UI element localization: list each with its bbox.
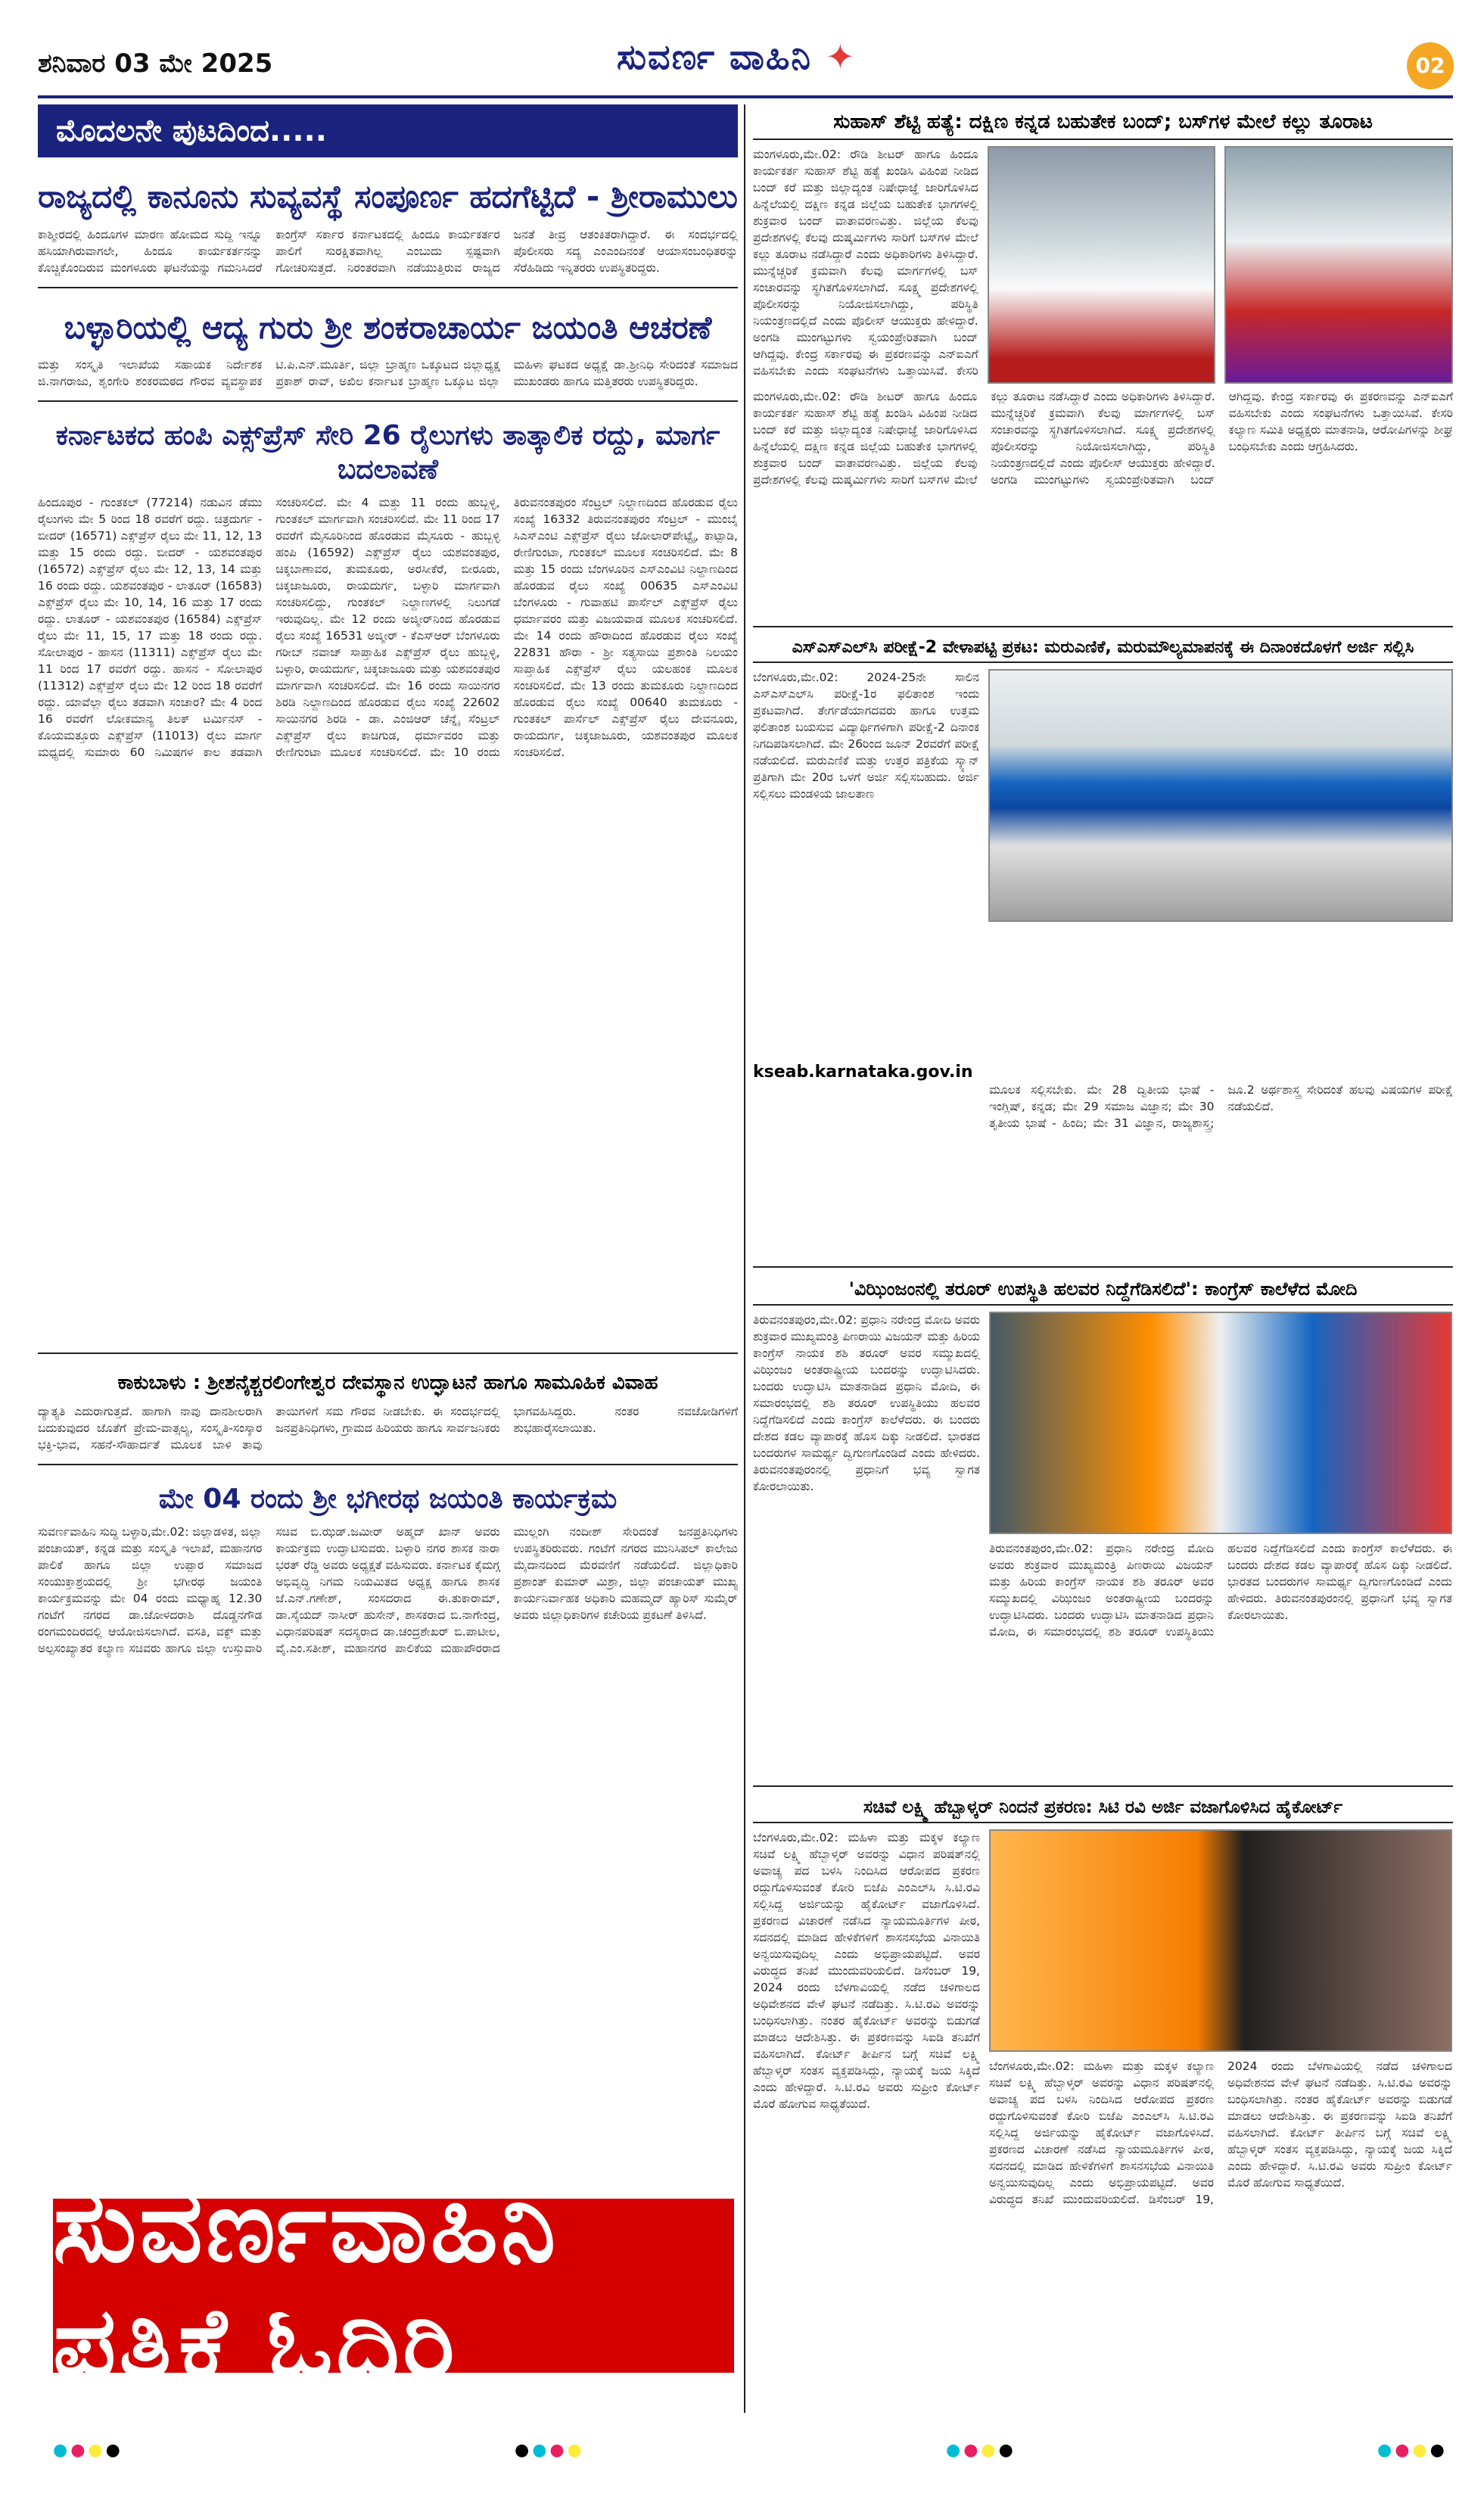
- article-title: ಎಸ್ಎಸ್ಎಲ್‌ಸಿ ಪರೀಕ್ಷೆ-2 ವೇಳಾಪಟ್ಟಿ ಪ್ರಕಟ: ಮರುಎಣಿಕೆ, ಮರುಮೌಲ್ಯಮಾಪನಕ್ಕೆ ಈ ದಿನಾಂಕದೊಳಗೆ ಅರ್ಜಿ ಸಲ್ಲಿಸಿ: [753, 638, 1453, 663]
- article-title: ಕರ್ನಾಟಕದ ಹಂಪಿ ಎಕ್ಸ್‌ಪ್ರೆಸ್ ಸೇರಿ 26 ರೈಲುಗಳು ತಾತ್ಕಾಲಿಕ ರದ್ದು, ಮಾರ್ಗ ಬದಲಾವಣೆ: [55, 420, 720, 485]
- article-title: ಕಾಕುಬಾಳು : ಶ್ರೀಶನೈಶ್ಚರಲಿಂಗೇಶ್ವರ ದೇವಸ್ಥಾನ ಉದ್ಘಾಟನೆ ಹಾಗೂ ಸಾಮೂಹಿಕ ವಿವಾಹ: [117, 1371, 658, 1394]
- photo-row: [753, 1312, 1453, 1775]
- photo-row: [753, 1829, 1453, 2512]
- article-body: ತಿರುವನಂತಪುರಂ,ಮೇ.02: ಪ್ರಧಾನಿ ನರೇಂದ್ರ ಮೋದಿ ಅವರು ಶುಕ್ರವಾರ ಮುಖ್ಯಮಂತ್ರಿ ಪಿಣರಾಯಿ ವಿಜಯನ್ ಮತ್ತು ಹಿರಿಯ ಕಾಂಗ್ರೆಸ್ ನಾಯಕ ಶಶಿ ತರೂರ್ ಅವರ ಸಮ್ಮುಖದಲ್ಲಿ ವಿಝಿಂಜಂ ಅಂತರಾಷ್ಟ್ರೀಯ ಬಂದರನ್ನು ಉದ್ಘಾಟಿಸಿದರು. ಬಂದರು ಉದ್ಘಾಟಿಸಿ ಮಾತನಾಡಿದ ಪ್ರಧಾನಿ ಮೋದಿ, ಈ ಸಮಾರಂಭದಲ್ಲಿ ಶಶಿ ತರೂರ್ ಉಪಸ್ಥಿತಿಯು ಹಲವರ ನಿದ್ದೆಗೆಡಿಸಲಿದೆ ಎಂದು ಕಾಂಗ್ರೆಸ್ ಕಾಲೆಳೆದರು. ಈ ಬಂದರು ದೇಶದ ಕಡಲ ವ್ಯಾಪಾರಕ್ಕೆ ಹೊಸ ದಿಕ್ಕು ನೀಡಲಿದೆ. ಭಾರತದ ಬಂದರುಗಳ ಸಾಮರ್ಥ್ಯ ದ್ವಿಗುಣಗೊಂಡಿದೆ ಎಂದು ಹೇಳಿದರು. ತಿರುವನಂತಪುರಂನಲ್ಲಿ ಪ್ರಧಾನಿಗೆ ಭವ್ಯ ಸ್ವಾಗತ ಕೋರಲಾಯಿತು.: [753, 1313, 980, 1493]
- photo-block: [989, 1312, 1452, 1775]
- photo-block: [989, 1829, 1452, 2512]
- article-title: ಬಳ್ಳಾರಿಯಲ್ಲಿ ಆದ್ಯ ಗುರು ಶ್ರೀ ಶಂಕರಾಚಾರ್ಯ ಜಯಂತಿ ಆಚರಣೆ: [64, 308, 712, 346]
- article-title: ರಾಜ್ಯದಲ್ಲಿ ಕಾನೂನು ಸುವ್ಯವಸ್ಥೆ ಸಂಪೂರ್ಣ ಹದಗೆಟ್ಟಿದೆ - ಶ್ರೀರಾಮುಲು: [38, 178, 738, 215]
- registration-marks: ●●●●: [1377, 2441, 1448, 2460]
- star-burst-icon: ✦: [826, 36, 857, 77]
- bus-photo: [988, 146, 1216, 384]
- column-divider: [744, 104, 745, 2413]
- article-body: ಬೆಂಗಳೂರು,ಮೇ.02: ಮಹಿಳಾ ಮತ್ತು ಮಕ್ಕಳ ಕಲ್ಯಾಣ ಸಚಿವೆ ಲಕ್ಷ್ಮಿ ಹೆಬ್ಬಾಳ್ಕರ್ ಅವರನ್ನು ವಿಧಾನ ಪರಿಷತ್‌ನಲ್ಲಿ ಅವಾಚ್ಯ ಪದ ಬಳಸಿ ನಿಂದಿಸಿದ ಆರೋಪದ ಪ್ರಕರಣ ರದ್ದುಗೊಳಿಸುವಂತೆ ಕೋರಿ ಬಿಜೆಪಿ ಎಂಎಲ್‌ಸಿ ಸಿ.ಟಿ.ರವಿ ಸಲ್ಲಿಸಿದ್ದ ಅರ್ಜಿಯನ್ನು ಹೈಕೋರ್ಟ್ ವಜಾಗೊಳಿಸಿದೆ. ಪ್ರಕರಣದ ವಿಚಾರಣೆ ನಡೆಸಿದ ನ್ಯಾಯಮೂರ್ತಿಗಳ ಪೀಠ, ಸದನದಲ್ಲಿ ಮಾಡಿದ ಹೇಳಿಕೆಗಳಿಗೆ ಶಾಸನಸಭೆಯ ವಿನಾಯಿತಿ ಅನ್ವಯಿಸುವುದಿಲ್ಲ ಎಂದು ಅಭಿಪ್ರಾಯಪಟ್ಟಿದೆ. ಅವರ ವಿರುದ್ಧದ ತನಿಖೆ ಮುಂದುವರಿಯಲಿದೆ. ಡಿಸೆಂಬರ್ 19, 2024 ರಂದು ಬೆಳಗಾವಿಯಲ್ಲಿ ನಡೆದ ಚಳಿಗಾಲದ ಅಧಿವೇಶನದ ವೇಳೆ ಘಟನೆ ನಡೆದಿತ್ತು. ಸಿ.ಟಿ.ರವಿ ಅವರನ್ನು ಬಂಧಿಸಲಾಗಿತ್ತು. ನಂತರ ಹೈಕೋರ್ಟ್ ಅವರನ್ನು ಬಿಡುಗಡೆ ಮಾಡಲು ಆದೇಶಿಸಿತ್ತು. ಈ ಪ್ರಕರಣವನ್ನು ಸಿಐಡಿ ತನಿಖೆಗೆ ವಹಿಸಲಾಗಿದೆ. ಕೋರ್ಟ್ ತೀರ್ಪಿನ ಬಗ್ಗೆ ಸಚಿವೆ ಲಕ್ಷ್ಮಿ ಹೆಬ್ಬಾಳ್ಕರ್ ಸಂತಸ ವ್ಯಕ್ತಪಡಿಸಿದ್ದು, ನ್ಯಾಯಕ್ಕೆ ಜಯ ಸಿಕ್ಕಿದೆ ಎಂದು ಹೇಳಿದ್ದಾರೆ. ಸಿ.ಟಿ.ರವಿ ಅವರು ಸುಪ್ರೀಂ ಕೋರ್ಟ್ ಮೊರೆ ಹೋಗುವ ಸಾಧ್ಯತೆಯಿದೆ.: [989, 2059, 1452, 2206]
- right-column: [753, 104, 1453, 2512]
- article-body: ತಿರುವನಂತಪುರಂ,ಮೇ.02: ಪ್ರಧಾನಿ ನರೇಂದ್ರ ಮೋದಿ ಅವರು ಶುಕ್ರವಾರ ಮುಖ್ಯಮಂತ್ರಿ ಪಿಣರಾಯಿ ವಿಜಯನ್ ಮತ್ತು ಹಿರಿಯ ಕಾಂಗ್ರೆಸ್ ನಾಯಕ ಶಶಿ ತರೂರ್ ಅವರ ಸಮ್ಮುಖದಲ್ಲಿ ವಿಝಿಂಜಂ ಅಂತರಾಷ್ಟ್ರೀಯ ಬಂದರನ್ನು ಉದ್ಘಾಟಿಸಿದರು. ಬಂದರು ಉದ್ಘಾಟಿಸಿ ಮಾತನಾಡಿದ ಪ್ರಧಾನಿ ಮೋದಿ, ಈ ಸಮಾರಂಭದಲ್ಲಿ ಶಶಿ ತರೂರ್ ಉಪಸ್ಥಿತಿಯು ಹಲವರ ನಿದ್ದೆಗೆಡಿಸಲಿದೆ ಎಂದು ಕಾಂಗ್ರೆಸ್ ಕಾಲೆಳೆದರು. ಈ ಬಂದರು ದೇಶದ ಕಡಲ ವ್ಯಾಪಾರಕ್ಕೆ ಹೊಸ ದಿಕ್ಕು ನೀಡಲಿದೆ. ಭಾರತದ ಬಂದರುಗಳ ಸಾಮರ್ಥ್ಯ ದ್ವಿಗುಣಗೊಂಡಿದೆ ಎಂದು ಹೇಳಿದರು. ತಿರುವನಂತಪುರಂನಲ್ಲಿ ಪ್ರಧಾನಿಗೆ ಭವ್ಯ ಸ್ವಾಗತ ಕೋರಲಾಯಿತು.: [989, 1542, 1452, 1639]
- separator: [38, 1352, 738, 1354]
- page-number: 02: [1407, 42, 1454, 89]
- article-lede: ಮಂಗಳೂರು,ಮೇ.02: ರೌಡಿ ಶೀಟರ್ ಹಾಗೂ ಹಿಂದೂ ಕಾರ್ಯಕರ್ತ ಸುಹಾಸ್ ಶೆಟ್ಟಿ ಹತ್ಯೆ ಖಂಡಿಸಿ ವಿಹಿಂಪ ನೀಡಿದ ಬಂದ್ ಕರೆ ಮತ್ತು ಜಿಲ್ಲಾದ್ಯಂತ ನಿಷೇಧಾಜ್ಞೆ ಜಾರಿಗೊಳಿಸಿದ ಹಿನ್ನೆಲೆಯಲ್ಲಿ ದಕ್ಷಿಣ ಕನ್ನಡ ಜಿಲ್ಲೆಯ ಬಹುತೇಕ ಭಾಗಗಳಲ್ಲಿ ಶುಕ್ರವಾರ ಬಂದ್ ವಾತಾವರಣವಿತ್ತು. ಜಿಲ್ಲೆಯ ಕೆಲವು ಪ್ರದೇಶಗಳಲ್ಲಿ ಕೆಲವು ದುಷ್ಕರ್ಮಿಗಳು ಸಾರಿಗೆ ಬಸ್‌ಗಳ ಮೇಲೆ ಕಲ್ಲು ತೂರಾಟ ನಡೆಸಿದ್ದಾರೆ ಎಂದು ಅಧಿಕಾರಿಗಳು ತಿಳಿಸಿದ್ದಾರೆ. ಮುನ್ನೆಚ್ಚರಿಕೆ ಕ್ರಮವಾಗಿ ಕೆಲವು ಮಾರ್ಗಗಳಲ್ಲಿ ಬಸ್ ಸಂಚಾರವನ್ನು ಸ್ಥಗಿತಗೊಳಿಸಲಾಗಿದೆ. ಸೂಕ್ಷ್ಮ ಪ್ರದೇಶಗಳಲ್ಲಿ ಪೊಲೀಸರನ್ನು ನಿಯೋಜಿಸಲಾಗಿದ್ದು, ಪರಿಸ್ಥಿತಿ ನಿಯಂತ್ರಣದಲ್ಲಿದೆ ಎಂದು ಪೊಲೀಸ್ ಆಯುಕ್ತರು ಹೇಳಿದ್ದಾರೆ. ಅಂಗಡಿ ಮುಂಗಟ್ಟುಗಳು ಸ್ವಯಂಪ್ರೇರಿತವಾಗಿ ಬಂದ್ ಆಗಿದ್ದವು. ಕೇಂದ್ರ ಸರ್ಕಾರವು ಈ ಪ್ರಕರಣವನ್ನು ಎನ್‌ಐಎಗೆ ವಹಿಸಬೇಕು ಎಂದು ಸಂಘಟನೆಗಳು ಒತ್ತಾಯಿಸಿವೆ. ಕೇಸರಿ: [753, 148, 978, 378]
- article-body: ಮತ್ತು ಸಂಸ್ಕೃತಿ ಇಲಾಖೆಯ ಸಹಾಯಕ ನಿರ್ದೇಶಕ ಜಿ.ನಾಗರಾಜು, ಶೃಂಗೇರಿ ಶಂಕರಮಠದ ಗೌರವ ವ್ಯವಸ್ಥಾಪಕ ಟಿ.ಪಿ.ಎನ್.ಮೂರ್ತಿ, ಜಿಲ್ಲಾ ಬ್ರಾಹ್ಮಣ ಒಕ್ಕೂಟದ ಜಿಲ್ಲಾಧ್ಯಕ್ಷ ಪ್ರಕಾಶ್ ರಾವ್, ಅಖಿಲ ಕರ್ನಾಟಕ ಬ್ರಾಹ್ಮಣ ಒಕ್ಕೂಟ ಜಿಲ್ಲಾ ಮಹಿಳಾ ಘಟಕದ ಅಧ್ಯಕ್ಷೆ ಡಾ.ಶ್ರೀನಿಧಿ ಸೇರಿದಂತೆ ಸಮಾಜದ ಮುಖಂಡರು ಹಾಗೂ ಮತ್ತಿತರರು ಉಪಸ್ಥಿತರಿದ್ದರು.: [38, 358, 738, 388]
- article-body: ಮೂಲಕ ಸಲ್ಲಿಸಬೇಕು. ಮೇ 28 ದ್ವಿತೀಯ ಭಾಷೆ - ಇಂಗ್ಲಿಷ್, ಕನ್ನಡ; ಮೇ 29 ಸಮಾಜ ವಿಜ್ಞಾನ; ಮೇ 30 ತೃತೀಯ ಭಾಷೆ - ಹಿಂದಿ; ಮೇ 31 ವಿಜ್ಞಾನ, ರಾಜ್ಯಶಾಸ್ತ್ರ; ಜೂ.2 ಅರ್ಥಶಾಸ್ತ್ರ ಸೇರಿದಂತೆ ಹಲವು ವಿಷಯಗಳ ಪರೀಕ್ಷೆ ನಡೆಯಲಿದೆ.: [989, 1083, 1453, 1130]
- section-banner: ಮೊದಲನೇ ಪುಟದಿಂದ.....: [38, 104, 738, 157]
- article-text: [753, 669, 979, 1082]
- article-title: 'ವಿಝಿಂಜಂನಲ್ಲಿ ತರೂರ್ ಉಪಸ್ಥಿತಿ ಹಲವರ ನಿದ್ದೆಗೆಡಿಸಲಿದೆ': ಕಾಂಗ್ರೆಸ್ ಕಾಲೆಳೆದ ಮೋದಿ: [753, 1278, 1453, 1306]
- separator: [38, 1464, 738, 1465]
- article-body: ಬೆಂಗಳೂರು,ಮೇ.02: ಮಹಿಳಾ ಮತ್ತು ಮಕ್ಕಳ ಕಲ್ಯಾಣ ಸಚಿವೆ ಲಕ್ಷ್ಮಿ ಹೆಬ್ಬಾಳ್ಕರ್ ಅವರನ್ನು ವಿಧಾನ ಪರಿಷತ್‌ನಲ್ಲಿ ಅವಾಚ್ಯ ಪದ ಬಳಸಿ ನಿಂದಿಸಿದ ಆರೋಪದ ಪ್ರಕರಣ ರದ್ದುಗೊಳಿಸುವಂತೆ ಕೋರಿ ಬಿಜೆಪಿ ಎಂಎಲ್‌ಸಿ ಸಿ.ಟಿ.ರವಿ ಸಲ್ಲಿಸಿದ್ದ ಅರ್ಜಿಯನ್ನು ಹೈಕೋರ್ಟ್ ವಜಾಗೊಳಿಸಿದೆ. ಪ್ರಕರಣದ ವಿಚಾರಣೆ ನಡೆಸಿದ ನ್ಯಾಯಮೂರ್ತಿಗಳ ಪೀಠ, ಸದನದಲ್ಲಿ ಮಾಡಿದ ಹೇಳಿಕೆಗಳಿಗೆ ಶಾಸನಸಭೆಯ ವಿನಾಯಿತಿ ಅನ್ವಯಿಸುವುದಿಲ್ಲ ಎಂದು ಅಭಿಪ್ರಾಯಪಟ್ಟಿದೆ. ಅವರ ವಿರುದ್ಧದ ತನಿಖೆ ಮುಂದುವರಿಯಲಿದೆ. ಡಿಸೆಂಬರ್ 19, 2024 ರಂದು ಬೆಳಗಾವಿಯಲ್ಲಿ ನಡೆದ ಚಳಿಗಾಲದ ಅಧಿವೇಶನದ ವೇಳೆ ಘಟನೆ ನಡೆದಿತ್ತು. ಸಿ.ಟಿ.ರವಿ ಅವರನ್ನು ಬಂಧಿಸಲಾಗಿತ್ತು. ನಂತರ ಹೈಕೋರ್ಟ್ ಅವರನ್ನು ಬಿಡುಗಡೆ ಮಾಡಲು ಆದೇಶಿಸಿತ್ತು. ಈ ಪ್ರಕರಣವನ್ನು ಸಿಐಡಿ ತನಿಖೆಗೆ ವಹಿಸಲಾಗಿದೆ. ಕೋರ್ಟ್ ತೀರ್ಪಿನ ಬಗ್ಗೆ ಸಚಿವೆ ಲಕ್ಷ್ಮಿ ಹೆಬ್ಬಾಳ್ಕರ್ ಸಂತಸ ವ್ಯಕ್ತಪಡಿಸಿದ್ದು, ನ್ಯಾಯಕ್ಕೆ ಜಯ ಸಿಕ್ಕಿದೆ ಎಂದು ಹೇಳಿದ್ದಾರೆ. ಸಿ.ಟಿ.ರವಿ ಅವರು ಸುಪ್ರೀಂ ಕೋರ್ಟ್ ಮೊರೆ ಹೋಗುವ ಸಾಧ್ಯತೆಯಿದೆ.: [753, 1831, 980, 2111]
- article-body: ದ್ಯಾತ್ಯತಿ ಎದುರಾಗುತ್ತದೆ. ಹಾಗಾಗಿ ನಾವು ದಾನಶೀಲರಾಗಿ ಬದುಕುವುದರ ಜೊತೆಗೆ ಪ್ರೇಮ-ವಾತ್ಸಲ್ಯ, ಸಂಸ್ಕೃತಿ-ಸಂಸ್ಕಾರ ಭಕ್ತಿ-ಭಾವ, ಸಹನೆ-ಸೌಹಾರ್ದತೆ ಮೂಲಕ ಬಾಳಿ ತಾವು ತಾಯಿಗಳಿಗೆ ಸಮ ಗೌರವ ನೀಡಬೇಕು. ಈ ಸಂದರ್ಭದಲ್ಲಿ ಜನಪ್ರತಿನಿಧಿಗಳು, ಗ್ರಾಮದ ಹಿರಿಯರು ಹಾಗೂ ಸಾರ್ವಜನಿಕರು ಭಾಗವಹಿಸಿದ್ದರು. ನಂತರ ನವಜೋಡಿಗಳಿಗೆ ಶುಭಹಾರೈಸಲಾಯಿತು.: [38, 1404, 738, 1452]
- article-title: ಸುಹಾಸ್ ಶೆಟ್ಟಿ ಹತ್ಯೆ: ದಕ್ಷಿಣ ಕನ್ನಡ ಬಹುತೇಕ ಬಂದ್; ಬಸ್‌ಗಳ ಮೇಲೆ ಕಲ್ಲು ತೂರಾಟ: [753, 111, 1453, 140]
- left-column: [38, 104, 738, 1887]
- registration-marks: ●●●●: [53, 2441, 123, 2460]
- photo-row: [753, 146, 1453, 384]
- separator: [753, 1785, 1453, 1787]
- article-body: ಕಾಶ್ಮೀರದಲ್ಲಿ ಹಿಂದೂಗಳ ಮಾರಣ ಹೋಮದ ಸುದ್ದಿ ಇನ್ನೂ ಹಸಿಯಾಗಿರುವಾಗಲೇ, ಹಿಂದೂ ಕಾರ್ಯಕರ್ತನನ್ನು ಕೊಚ್ಚಿಕೊಂದಿರುವ ಮಂಗಳೂರು ಘಟನೆಯನ್ನು ಗಮನಿಸಿದರೆ ಕಾಂಗ್ರೆಸ್ ಸರ್ಕಾರ ಕರ್ನಾಟಕದಲ್ಲಿ ಹಿಂದೂ ಕಾರ್ಯಕರ್ತರ ಪಾಲಿಗೆ ಸುರಕ್ಷಿತವಾಗಿಲ್ಲ ಎಂಬುದು ಸ್ಪಷ್ಟವಾಗಿ ಗೋಚರಿಸುತ್ತದೆ. ನಿರಂತರವಾಗಿ ನಡೆಯುತ್ತಿರುವ ರಾಜ್ಯದ ಜನತೆ ತೀವ್ರ ಆತಂಕಿತರಾಗಿದ್ದಾರೆ. ಈ ಸಂದರ್ಭದಲ್ಲಿ ಪೊಲೀಸರು ಸದ್ಯ ಎಂಎಂದಿನಂತೆ ಆಯಾಸಂಬಂಧಿತರನ್ನು ಸೆರೆಹಿಡಿದು ಇನ್ನಿತರರು ಉಪಸ್ಥಿತರಿದ್ದರು.: [38, 227, 738, 275]
- photo-row: [753, 669, 1453, 1082]
- header-rule: [38, 95, 1453, 98]
- modi-event-photo: [989, 1312, 1452, 1534]
- promo-banner: ಸುವರ್ಣವಾಹಿನಿ ಪತ್ರಿಕೆ ಓದಿರಿ: [53, 2199, 734, 2373]
- article-body: ಮಂಗಳೂರು,ಮೇ.02: ರೌಡಿ ಶೀಟರ್ ಹಾಗೂ ಹಿಂದೂ ಕಾರ್ಯಕರ್ತ ಸುಹಾಸ್ ಶೆಟ್ಟಿ ಹತ್ಯೆ ಖಂಡಿಸಿ ವಿಹಿಂಪ ನೀಡಿದ ಬಂದ್ ಕರೆ ಮತ್ತು ಜಿಲ್ಲಾದ್ಯಂತ ನಿಷೇಧಾಜ್ಞೆ ಜಾರಿಗೊಳಿಸಿದ ಹಿನ್ನೆಲೆಯಲ್ಲಿ ದಕ್ಷಿಣ ಕನ್ನಡ ಜಿಲ್ಲೆಯ ಬಹುತೇಕ ಭಾಗಗಳಲ್ಲಿ ಶುಕ್ರವಾರ ಬಂದ್ ವಾತಾವರಣವಿತ್ತು. ಜಿಲ್ಲೆಯ ಕೆಲವು ಪ್ರದೇಶಗಳಲ್ಲಿ ಕೆಲವು ದುಷ್ಕರ್ಮಿಗಳು ಸಾರಿಗೆ ಬಸ್‌ಗಳ ಮೇಲೆ ಕಲ್ಲು ತೂರಾಟ ನಡೆಸಿದ್ದಾರೆ ಎಂದು ಅಧಿಕಾರಿಗಳು ತಿಳಿಸಿದ್ದಾರೆ. ಮುನ್ನೆಚ್ಚರಿಕೆ ಕ್ರಮವಾಗಿ ಕೆಲವು ಮಾರ್ಗಗಳಲ್ಲಿ ಬಸ್ ಸಂಚಾರವನ್ನು ಸ್ಥಗಿತಗೊಳಿಸಲಾಗಿದೆ. ಸೂಕ್ಷ್ಮ ಪ್ರದೇಶಗಳಲ್ಲಿ ಪೊಲೀಸರನ್ನು ನಿಯೋಜಿಸಲಾಗಿದ್ದು, ಪರಿಸ್ಥಿತಿ ನಿಯಂತ್ರಣದಲ್ಲಿದೆ ಎಂದು ಪೊಲೀಸ್ ಆಯುಕ್ತರು ಹೇಳಿದ್ದಾರೆ. ಅಂಗಡಿ ಮುಂಗಟ್ಟುಗಳು ಸ್ವಯಂಪ್ರೇರಿತವಾಗಿ ಬಂದ್ ಆಗಿದ್ದವು. ಕೇಂದ್ರ ಸರ್ಕಾರವು ಈ ಪ್ರಕರಣವನ್ನು ಎನ್‌ಐಎಗೆ ವಹಿಸಬೇಕು ಎಂದು ಸಂಘಟನೆಗಳು ಒತ್ತಾಯಿಸಿವೆ. ಕೇಸರಿ ಕಲ್ಯಾಣ ಸಮಿತಿ ಅಧ್ಯಕ್ಷರು ಮಾತನಾಡಿ, ಆರೋಪಿಗಳನ್ನು ಶೀಘ್ರ ಬಂಧಿಸಬೇಕು ಎಂದು ಆಗ್ರಹಿಸಿದರು.: [753, 390, 1453, 487]
- separator: [38, 287, 738, 288]
- article-body: ಬೆಂಗಳೂರು,ಮೇ.02: 2024-25ನೇ ಸಾಲಿನ ಎಸ್ಎಸ್ಎಲ್‌ಸಿ ಪರೀಕ್ಷೆ-1ರ ಫಲಿತಾಂಶ ಇಂದು ಪ್ರಕಟವಾಗಿದೆ. ತೇರ್ಗಡೆಯಾಗದವರು ಹಾಗೂ ಉತ್ತಮ ಫಲಿತಾಂಶ ಬಯಸುವ ವಿದ್ಯಾರ್ಥಿಗಳಿಗಾಗಿ ಪರೀಕ್ಷೆ-2 ದಿನಾಂಕ ನಿಗದಿಪಡಿಸಲಾಗಿದೆ. ಮೇ 26ರಿಂದ ಜೂನ್ 2ರವರೆಗೆ ಪರೀಕ್ಷೆ ನಡೆಯಲಿದೆ. ಮರುಎಣಿಕೆ ಮತ್ತು ಉತ್ತರ ಪತ್ರಿಕೆಯ ಸ್ಕ್ಯಾನ್ ಪ್ರತಿಗಾಗಿ ಮೇ 20ರ ಒಳಗೆ ಅರ್ಜಿ ಸಲ್ಲಿಸಬಹುದು. ಅರ್ಜಿ ಸಲ್ಲಿಸಲು ಮಂಡಳಿಯ ಜಾಲತಾಣ: [753, 671, 980, 801]
- separator: [753, 626, 1453, 627]
- ministers-photo: [989, 1829, 1452, 2052]
- separator: [38, 400, 738, 402]
- registration-marks: ●●●●: [515, 2441, 585, 2460]
- article-title: ಮೇ 04 ರಂದು ಶ್ರೀ ಭಗೀರಥ ಜಯಂತಿ ಕಾರ್ಯಕ್ರಮ: [158, 1483, 618, 1514]
- registration-marks: ●●●●: [946, 2441, 1016, 2460]
- masthead-title: ಸುವರ್ಣ ವಾಹಿನಿ: [617, 36, 812, 77]
- website-link[interactable]: kseab.karnataka.gov.in: [753, 1063, 973, 1082]
- article-body: ಹಿಂದೂಪುರ - ಗುಂತಕಲ್ (77214) ನಡುವಿನ ಡೆಮು ರೈಲುಗಳು ಮೇ 5 ರಿಂದ 18 ರವರೆಗೆ ರದ್ದು. ಚಿತ್ರದುರ್ಗ - ಬೀದರ್ (16571) ಎಕ್ಸ್‌ಪ್ರೆಸ್ ರೈಲು ಮೇ 11, 12, 13 ಮತ್ತು 15 ರಂದು ರದ್ದು. ಬೀದರ್ - ಯಶವಂತಪುರ (16572) ಎಕ್ಸ್‌ಪ್ರೆಸ್ ರೈಲು ಮೇ 12, 13, 14 ಮತ್ತು 16 ರಂದು ರದ್ದು. ಯಶವಂತಪುರ - ಲಾತೂರ್ (16583) ಎಕ್ಸ್‌ಪ್ರೆಸ್ ರೈಲು ಮೇ 10, 14, 16 ಮತ್ತು 17 ರಂದು ರದ್ದು. ಲಾತೂರ್ - ಯಶವಂತಪುರ (16584) ಎಕ್ಸ್‌ಪ್ರೆಸ್ ರೈಲು ಮೇ 11, 15, 17 ಮತ್ತು 18 ರಂದು ರದ್ದು. ಸೋಲಾಪುರ - ಹಾಸನ (11311) ಎಕ್ಸ್‌ಪ್ರೆಸ್ ರೈಲು ಮೇ 11 ರಿಂದ 17 ರವರೆಗೆ ರದ್ದು. ಹಾಸನ - ಸೋಲಾಪುರ (11312) ಎಕ್ಸ್‌ಪ್ರೆಸ್ ರೈಲು ಮೇ 12 ರಿಂದ 18 ರವರೆಗೆ ರದ್ದು. ಯಾವೆಲ್ಲಾ ರೈಲು ತಡವಾಗಿ ಸಂಚಾರ? ಮೇ 4 ರಿಂದ 16 ರವರೆಗೆ ಲೋಕಮಾನ್ಯ ತಿಲಕ್ ಟರ್ಮಿನಸ್ - ಕೊಯಮತ್ತೂರು ಎಕ್ಸ್‌ಪ್ರೆಸ್ (11013) ರೈಲು ಮಾರ್ಗ ಮಧ್ಯದಲ್ಲಿ ಸುಮಾರು 60 ನಿಮಿಷಗಳ ಕಾಲ ತಡವಾಗಿ ಸಂಚರಿಸಲಿದೆ. ಮೇ 4 ಮತ್ತು 11 ರಂದು ಹುಬ್ಬಳ್ಳಿ, ಗುಂತಕಲ್ ಮಾರ್ಗವಾಗಿ ಸಂಚರಿಸಲಿದೆ. ಮೇ 11 ರಿಂದ 17 ರವರೆಗೆ ಮೈಸೂರಿನಿಂದ ಹೊರಡುವ ಮೈಸೂರು - ಹುಬ್ಬಳ್ಳಿ ಹಂಪಿ (16592) ಎಕ್ಸ್‌ಪ್ರೆಸ್ ರೈಲು ಯಶವಂತಪುರ, ಚಿಕ್ಕಬಾಣಾವರ, ತುಮಕೂರು, ಅರಸೀಕೆರೆ, ಬೀರೂರು, ಚಿಕ್ಕಜಾಜೂರು, ರಾಯದುರ್ಗ, ಬಳ್ಳಾರಿ ಮಾರ್ಗವಾಗಿ ಸಂಚರಿಸಲಿದ್ದು, ಗುಂತಕಲ್ ನಿಲ್ದಾಣಗಳಲ್ಲಿ ನಿಲುಗಡೆ ಇರುವುದಿಲ್ಲ. ಮೇ 12 ರಂದು ಅಜ್ಮೀರ್‌ನಿಂದ ಹೊರಡುವ ರೈಲು ಸಂಖ್ಯೆ 16531 ಅಜ್ಮೀರ್ - ಕೆಎಸ್‌ಆರ್ ಬೆಂಗಳೂರು ಗರೀಬ್ ನವಾಜ್ ಸಾಪ್ತಾಹಿಕ ಎಕ್ಸ್‌ಪ್ರೆಸ್ ರೈಲು ಹುಬ್ಬಳ್ಳಿ, ಬಳ್ಳಾರಿ, ರಾಯದುರ್ಗ, ಚಿಕ್ಕಜಾಜೂರು ಮತ್ತು ಯಶವಂತಪುರ ಮಾರ್ಗವಾಗಿ ಸಂಚರಿಸಲಿದೆ. ಮೇ 16 ರಂದು ಸಾಯಿನಗರ ಶಿರಡಿ ನಿಲ್ದಾಣದಿಂದ ಹೊರಡುವ ರೈಲು ಸಂಖ್ಯೆ 22602 ಸಾಯಿನಗರ ಶಿರಡಿ - ಡಾ. ಎಂಜಿಆರ್ ಚೆನ್ನೈ ಸೆಂಟ್ರಲ್ ಎಕ್ಸ್‌ಪ್ರೆಸ್ ರೈಲು ಕಾಚಿಗುಡ, ಧರ್ಮಾವರಂ ಮತ್ತು ರೇಣಿಗುಂಟಾ ಮೂಲಕ ಸಂಚರಿಸಲಿದೆ. ಮೇ 10 ರಂದು ತಿರುವನಂತಪುರಂ ಸೆಂಟ್ರಲ್ ನಿಲ್ದಾಣದಿಂದ ಹೊರಡುವ ರೈಲು ಸಂಖ್ಯೆ 16332 ತಿರುವನಂತಪುರಂ ಸೆಂಟ್ರಲ್ - ಮುಂಬೈ ಸಿಎಸ್‌ಎಂಟಿ ಎಕ್ಸ್‌ಪ್ರೆಸ್ ರೈಲು ಜೋಲಾರ್‌ಪೇಟ್ಟೈ, ಕಾಟ್ಪಾಡಿ, ರೇಣಿಗುಂಟಾ, ಗುಂತಕಲ್ ಮೂಲಕ ಸಂಚರಿಸಲಿದೆ. ಮೇ 8 ಮತ್ತು 15 ರಂದು ಬೆಂಗಳೂರಿನ ಎಸ್ಎಂವಿಟಿ ನಿಲ್ದಾಣದಿಂದ ಹೊರಡುವ ರೈಲು ಸಂಖ್ಯೆ 00635 ಎಸ್ಎಂವಿಟಿ ಬೆಂಗಳೂರು - ಗುವಾಹಟಿ ಪಾರ್ಸೆಲ್ ಎಕ್ಸ್‌ಪ್ರೆಸ್ ರೈಲು ಧರ್ಮಾವರಂ ಮತ್ತು ವಿಜಯವಾಡ ಮೂಲಕ ಸಂಚರಿಸಲಿದೆ. ಮೇ 14 ರಂದು ಹೌರಾದಿಂದ ಹೊರಡುವ ರೈಲು ಸಂಖ್ಯೆ 22831 ಹೌರಾ - ಶ್ರೀ ಸತ್ಯಸಾಯಿ ಪ್ರಶಾಂತಿ ನಿಲಯಂ ಸಾಪ್ತಾಹಿಕ ಎಕ್ಸ್‌ಪ್ರೆಸ್ ರೈಲು ಯಲಹಂಕ ಮೂಲಕ ಸಂಚರಿಸಲಿದೆ. ಮೇ 13 ರಂದು ತುಮಕೂರು ನಿಲ್ದಾಣದಿಂದ ಹೊರಡುವ ರೈಲು ಸಂಖ್ಯೆ 00640 ತುಮಕೂರು - ಗುಂತಕಲ್ ಪಾರ್ಸೆಲ್ ಎಕ್ಸ್‌ಪ್ರೆಸ್ ರೈಲು ದೇವನೂರು, ರಾಯದುರ್ಗ, ಚಿಕ್ಕಜಾಜೂರು, ಯಶವಂತಪುರ ಮೂಲಕ ಸಂಚರಿಸಲಿದೆ.: [38, 496, 738, 759]
- separator: [753, 1266, 1453, 1268]
- article-title: ಸಚಿವೆ ಲಕ್ಷ್ಮಿ ಹೆಬ್ಬಾಳ್ಕರ್ ನಿಂದನೆ ಪ್ರಕರಣ: ಸಿಟಿ ರವಿ ಅರ್ಜಿ ವಜಾಗೊಳಿಸಿದ ಹೈಕೋರ್ಟ್: [753, 1798, 1453, 1823]
- masthead: [617, 36, 857, 79]
- school-board-photo: [988, 669, 1453, 922]
- bus-photo: [1224, 146, 1453, 384]
- article-body: ಸುವರ್ಣವಾಹಿನಿ ಸುದ್ದಿ ಬಳ್ಳಾರಿ,ಮೇ.02: ಜಿಲ್ಲಾಡಳಿತ, ಜಿಲ್ಲಾ ಪಂಚಾಯತ್, ಕನ್ನಡ ಮತ್ತು ಸಂಸ್ಕೃತಿ ಇಲಾಖೆ, ಮಹಾನಗರ ಪಾಲಿಕೆ ಹಾಗೂ ಜಿಲ್ಲಾ ಉಪ್ಪಾರ ಸಮಾಜದ ಸಂಯುಕ್ತಾಶ್ರಯದಲ್ಲಿ ಶ್ರೀ ಭಗೀರಥ ಜಯಂತಿ ಕಾರ್ಯಕ್ರಮವನ್ನು ಮೇ 04 ರಂದು ಮಧ್ಯಾಹ್ನ 12.30 ಗಂಟೆಗೆ ನಗರದ ಡಾ.ಜೋಳದರಾಶಿ ದೊಡ್ಡನಗೌಡ ರಂಗಮಂದಿರದಲ್ಲಿ ಆಯೋಜಿಸಲಾಗಿದೆ. ವಸತಿ, ವಕ್ಫ್ ಮತ್ತು ಅಲ್ಪಸಂಖ್ಯಾತರ ಕಲ್ಯಾಣ ಸಚಿವರು ಹಾಗೂ ಜಿಲ್ಲಾ ಉಸ್ತುವಾರಿ ಸಚಿವ ಬಿ.ಝಡ್.ಜಮೀರ್ ಅಹ್ಮದ್ ಖಾನ್ ಅವರು ಕಾರ್ಯಕ್ರಮ ಉದ್ಘಾಟಿಸುವರು. ಬಳ್ಳಾರಿ ನಗರ ಶಾಸಕ ನಾರಾ ಭರತ್ ರೆಡ್ಡಿ ಅವರು ಅಧ್ಯಕ್ಷತೆ ವಹಿಸುವರು. ಕರ್ನಾಟಕ ಕೈಮಗ್ಗ ಅಭಿವೃದ್ಧಿ ನಿಗಮ ನಿಯಮಿತದ ಅಧ್ಯಕ್ಷ ಹಾಗೂ ಶಾಸಕ ಜೆ.ಎನ್.ಗಣೇಶ್, ಸಂಸದರಾದ ಈ.ತುಕಾರಾಮ್, ಡಾ.ಸೈಯದ್ ನಾಸೀರ್ ಹುಸೇನ್, ಶಾಸಕರಾದ ಬಿ.ನಾಗೇಂದ್ರ, ವಿಧಾನಪರಿಷತ್ ಸದಸ್ಯರಾದ ಡಾ.ಚಂದ್ರಶೇಖರ್ ಬಿ.ಪಾಟೀಲ, ವೈ.ಎಂ.ಸತೀಶ್, ಮಹಾನಗರ ಪಾಲಿಕೆಯ ಮಹಾಪೌರರಾದ ಮುಲ್ಲಂಗಿ ನಂದೀಶ್ ಸೇರಿದಂತೆ ಜನಪ್ರತಿನಿಧಿಗಳು ಉಪಸ್ಥಿತರಿರುವರು. ಗಂಟೆಗೆ ನಗರದ ಮುನಿಸಿಪಲ್ ಕಾಲೇಜು ಮೈದಾನದಿಂದ ಮೆರವಣಿಗೆ ನಡೆಯಲಿದೆ. ಜಿಲ್ಲಾಧಿಕಾರಿ ಪ್ರಶಾಂತ್ ಕುಮಾರ್ ಮಿಶ್ರಾ, ಜಿಲ್ಲಾ ಪಂಚಾಯತ್ ಮುಖ್ಯ ಕಾರ್ಯನಿರ್ವಾಹಕ ಅಧಿಕಾರಿ ಮಹಮ್ಮದ್ ಹ್ಯಾರಿಸ್ ಸುಮೈರ್ ಅವರು ಜಿಲ್ಲಾಧಿಕಾರಿಗಳ ಕಚೇರಿಯ ಪ್ರಕಟಣೆ ತಿಳಿಸಿದೆ.: [38, 1524, 738, 1655]
- issue-date: ಶನಿವಾರ 03 ಮೇ 2025: [38, 48, 273, 79]
